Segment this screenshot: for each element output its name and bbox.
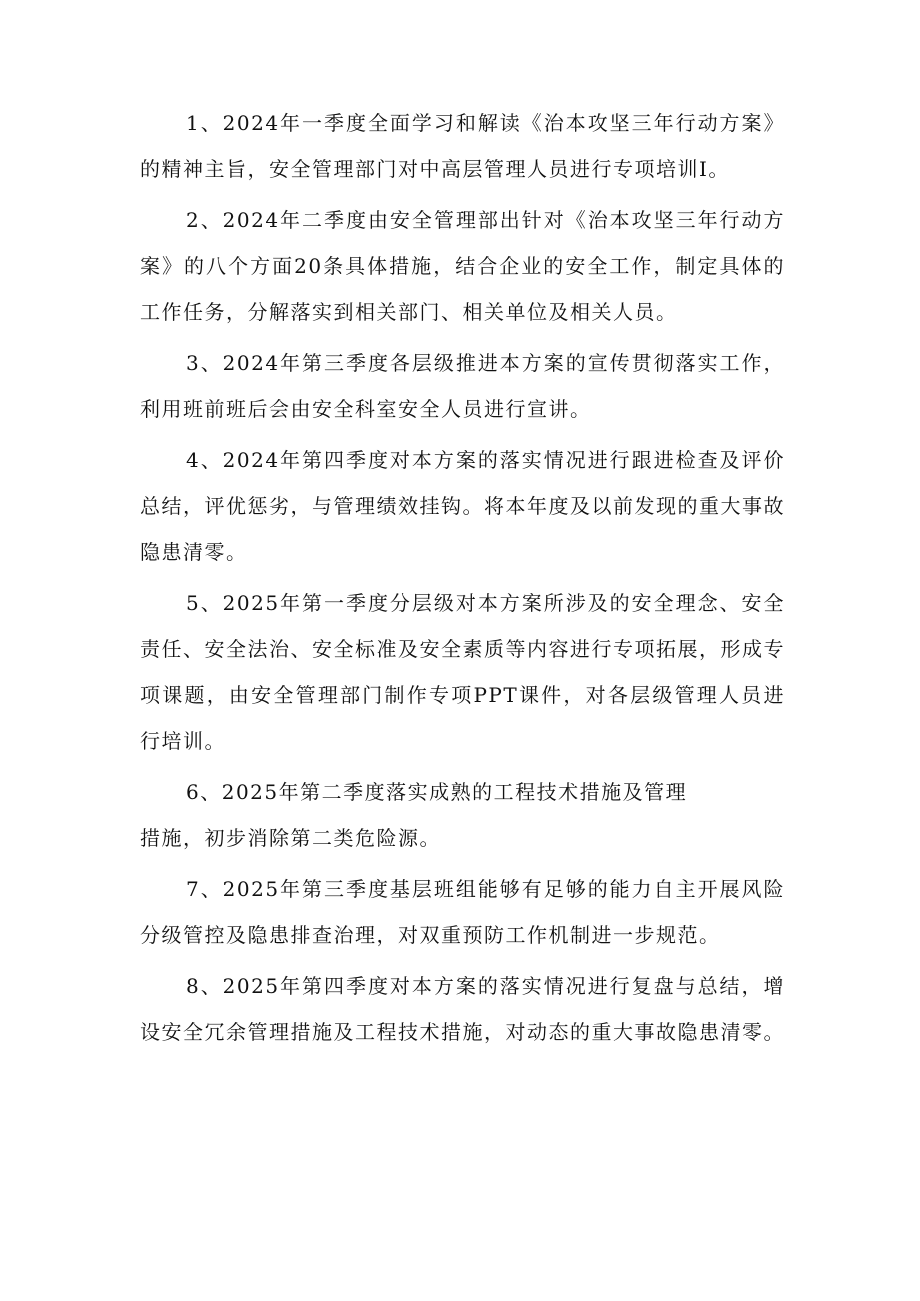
paragraph-3: 3、2024年第三季度各层级推进本方案的宣传贯彻落实工作，利用班前班后会由安全科室安全人员进行宣讲。 — [140, 351, 785, 421]
paragraph-6-line-2: 措施，初步消除第二类危险源。 — [140, 826, 441, 850]
document-body — [140, 100, 785, 1060]
paragraph-7: 7、2025年第三季度基层班组能够有足够的能力自主开展风险分级管控及隐患排查治理，对双重预防工作机制进一步规范。 — [140, 877, 785, 947]
paragraph-1: 1、2024年一季度全面学习和解读《治本攻坚三年行动方案》的精神主旨，安全管理部门对中高层管理人员进行专项培训I。 — [140, 111, 785, 181]
paragraph-2: 2、2024年二季度由安全管理部出针对《治本攻坚三年行动方案》的八个方面20条具体措施，结合企业的安全工作，制定具体的工作任务，分解落实到相关部门、相关单位及相关人员。 — [140, 208, 785, 324]
paragraph-5: 5、2025年第一季度分层级对本方案所涉及的安全理念、安全责任、安全法治、安全标准及安全素质等内容进行专项拓展，形成专项课题，由安全管理部门制作专项PPT课件，对各层级管理人员进行培训。 — [140, 591, 785, 753]
paragraph-4: 4、2024年第四季度对本方案的落实情况进行跟进检查及评价总结，评优惩劣，与管理绩效挂钩。将本年度及以前发现的重大事故隐患清零。 — [140, 448, 785, 564]
paragraph-6-line-1: 6、2025年第二季度落实成熟的工程技术措施及管理 — [186, 780, 688, 804]
paragraph-6 — [140, 769, 785, 861]
paragraph-8: 8、2025年第四季度对本方案的落实情况进行复盘与总结，增设安全冗余管理措施及工程技术措施，对动态的重大事故隐患清零。 — [140, 974, 785, 1044]
